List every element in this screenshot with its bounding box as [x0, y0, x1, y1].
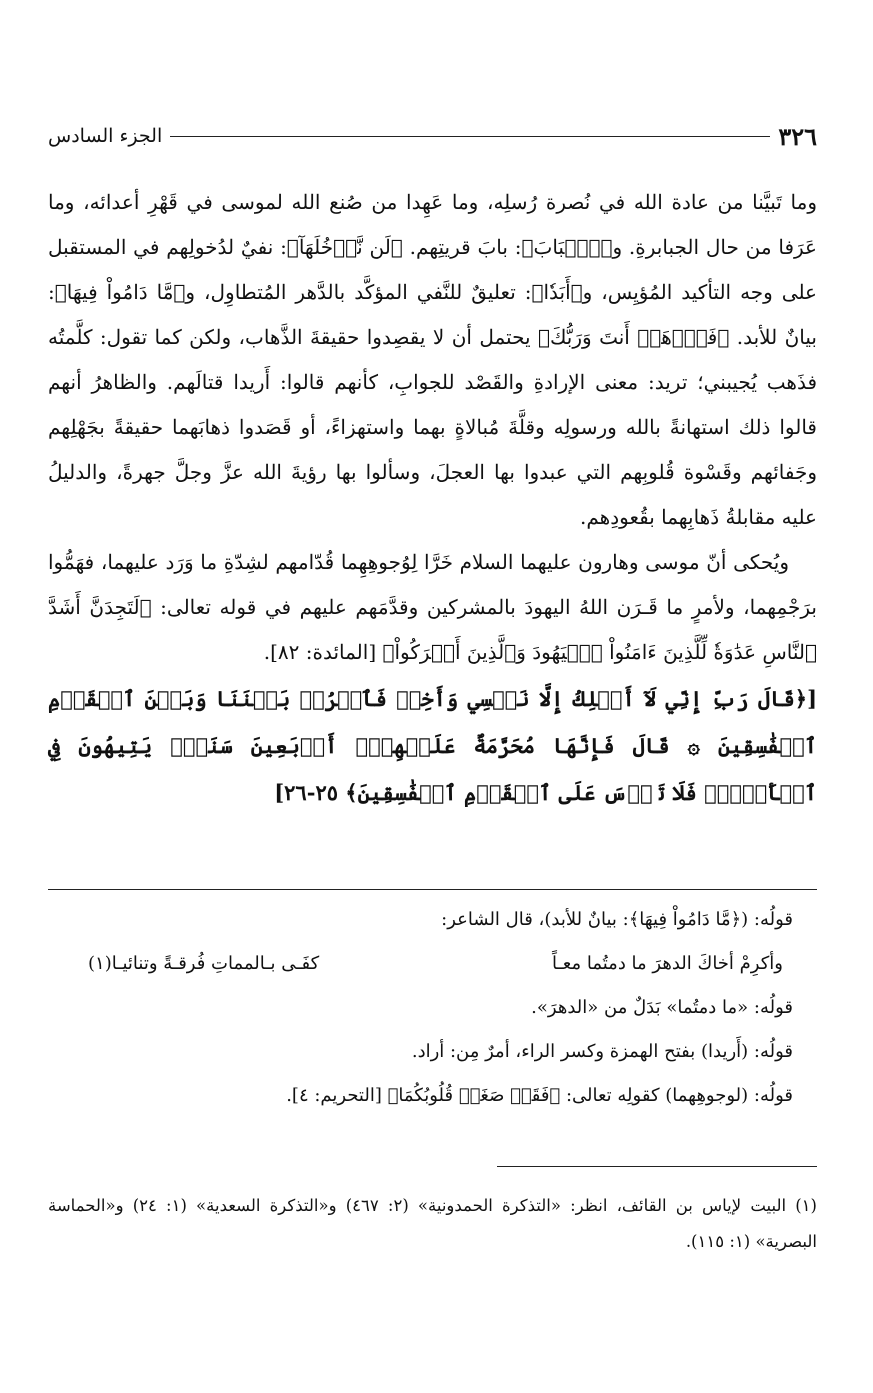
- poem-verse: [48, 942, 793, 986]
- quran-verse-block: [﴿قَالَ رَبِّ إِنِّي لَآ أَمۡلِكُ إِلَّا نَفۡسِي وَأَخِيۖ فَٱفۡرُقۡ بَيۡنَنَا وَبَيۡنَ ٱلۡقَوۡمِ ٱلۡفَٰسِقِينَ ۞ قَالَ فَإِنَّهَا مُحَرَّمَةٌ عَلَيۡهِمۡۛ أَرۡبَعِينَ سَنَةٗۛ يَتِيهُونَ فِي ٱلۡأَرۡضِۚ فَلَا تَأۡسَ عَلَى ٱلۡقَوۡمِ ٱلۡفَٰسِقِينَ﴾ ٢٥-٢٦]: [48, 686, 817, 805]
- running-head: الجزء السادس: [48, 125, 163, 147]
- page-number: ٣٢٦: [778, 121, 817, 151]
- main-text: [48, 180, 817, 816]
- poem-hemistich-right: وأكرِمْ أخاكَ الدهرَ ما دمتُما معـاً: [552, 953, 783, 974]
- commentary-line-4: قولُه: (لوجوهِهما) كقولِه تعالى: ﴿فَقَدۡ صَغَتۡ قُلُوبُكُمَا﴾ [التحريم: ٤].: [286, 1085, 793, 1106]
- paragraph-2: ويُحكى أنّ موسى وهارون عليهما السلام خَرَّا لِوُجوهِهِما قُدّامهم لشِدّةِ ما وَرَد عليهما، فهَمُّوا برَجْمِهما، ولأمرٍ ما قَـرَن اللهُ اليهودَ بالمشركين وقدَّمَهم عليهم في قوله تعالى: ﴿لَتَجِدَنَّ أَشَدَّ ٱلنَّاسِ عَدَٰوَةٗ لِّلَّذِينَ ءَامَنُواْ ٱلۡيَهُودَ وَٱلَّذِينَ أَشۡرَكُواْ﴾ [المائدة: ٨٢].: [48, 550, 817, 664]
- header-divider: [170, 136, 770, 137]
- footnote-divider: [497, 1166, 817, 1167]
- commentary-line-3: قولُه: (أَريدا) بفتح الهمزة وكسر الراء، أمرٌ مِن: أراد.: [411, 1041, 793, 1062]
- commentary-line-2: قولُه: «ما دمتُما» بَدَلٌ من «الدهرَ».: [531, 997, 793, 1018]
- page-header: [48, 116, 817, 156]
- commentary-line-1: قولُه: (﴿مَّا دَامُواْ فِيهَا﴾: بيانٌ للأبد)، قال الشاعر:: [441, 909, 793, 930]
- paragraph-1: وما تَبيَّنا من عادة الله في نُصرة رُسلِه، وما عَهِدا من صُنع الله لموسى في قَهْرِ أعدائه، وما عَرَفا من حال الجبابرةِ. و﴿ٱلۡبَابَ﴾: بابَ قريتِهم. ﴿لَن نَّدۡخُلَهَآ﴾: نفيٌ لدُخولِهم في المستقبل على وجه التأكيد المُؤيِس، و﴿أَبَدٗا﴾: تعليقٌ للنَّفي المؤكَّد بالدَّهر المُتطاوِل، و﴿مَّا دَامُواْ فِيهَا﴾: بيانٌ للأبد. ﴿فَٱذۡهَبۡ أَنتَ وَرَبُّكَ﴾ يحتمل أن لا يقصِدوا حقيقةَ الذَّهاب، ولكن كما تقول: كلَّمتُه فذَهب يُجيبني؛ تريد: معنى الإرادةِ والقَصْد للجوابِ، كأنهم قالوا: أَريدا قتالَهم. والظاهرُ أنهم قالوا ذلك استهانةً بالله ورسولِه وقلَّةَ مُبالاةٍ بهما واستهزاءً، أو قَصَدوا ذهابَهما حقيقةً بجَهْلِهم وجَفائهم وقَسْوة قُلوبِهم التي عبدوا بها العجلَ، وسألوا بها رؤيةَ الله عزَّ وجلَّ جهرةً، والدليلُ عليه مقابلةُ ذَهابِهما بقُعودِهم.: [48, 190, 818, 529]
- commentary-section: [48, 898, 793, 1118]
- commentary-divider: [48, 889, 817, 890]
- poem-hemistich-left: كفَـى بـالمماتِ فُرقـةً وتنائيـا(١): [88, 953, 320, 974]
- footnote: (١) البيت لإياس بن القائف، انظر: «التذكرة الحمدونية» (٢: ٤٦٧) و«التذكرة السعدية» (١: ٢٤) و«الحماسة البصرية» (١: ١١٥).: [48, 1196, 817, 1251]
